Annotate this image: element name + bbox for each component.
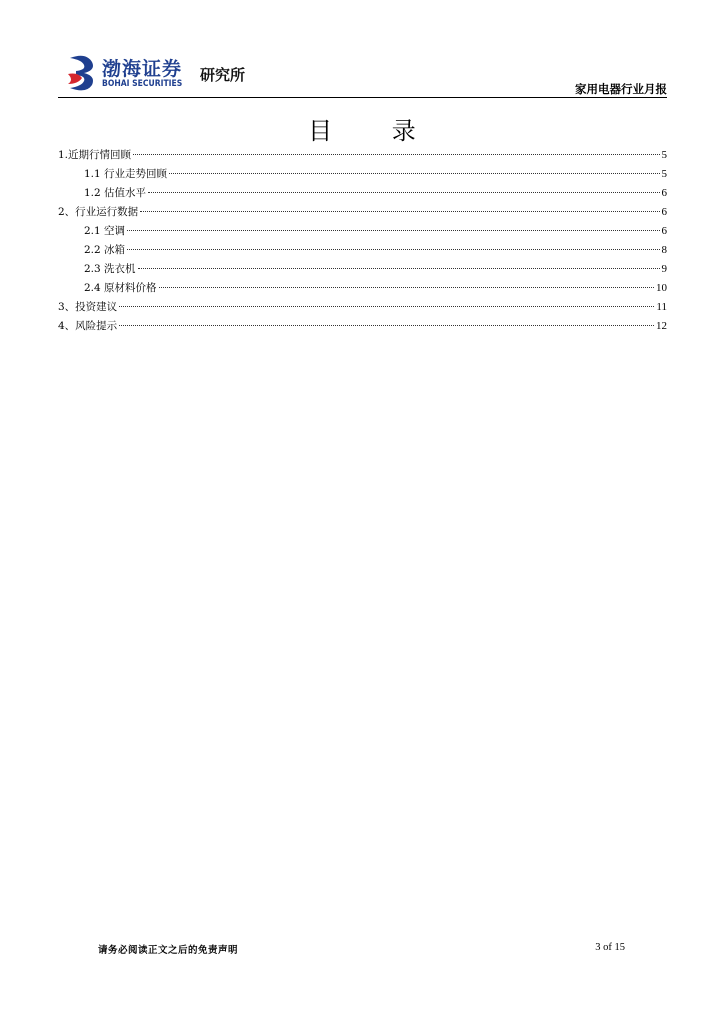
report-type: 家用电器行业月报 [575, 82, 667, 96]
brand-name-en: BOHAI SECURITIES [102, 79, 183, 89]
toc-dot-leader [169, 173, 659, 174]
toc-entry-page: 6 [661, 187, 667, 199]
toc-entry[interactable] [58, 280, 667, 299]
toc-entry-label: 1.1 行业走势回顾 [84, 168, 168, 180]
table-of-contents [58, 147, 667, 337]
toc-dot-leader [133, 154, 659, 155]
toc-entry-label: 2.1 空调 [84, 225, 126, 237]
toc-entry[interactable] [58, 185, 667, 204]
toc-dot-leader [119, 325, 654, 326]
toc-entry-label: 1.近期行情回顾 [58, 149, 132, 161]
toc-entry[interactable] [58, 147, 667, 166]
toc-dot-leader [138, 268, 660, 269]
toc-entry[interactable] [58, 299, 667, 318]
toc-entry[interactable] [58, 166, 667, 185]
toc-dot-leader [159, 287, 654, 288]
page-header [0, 0, 724, 100]
toc-entry-label: 1.2 估值水平 [84, 187, 147, 199]
toc-entry-page: 11 [656, 301, 667, 313]
toc-entry-page: 5 [661, 149, 667, 161]
toc-entry-label: 2.2 冰箱 [84, 244, 126, 256]
toc-entry-label: 2、行业运行数据 [58, 206, 139, 218]
toc-dot-leader [119, 306, 654, 307]
toc-entry[interactable] [58, 261, 667, 280]
toc-entry-page: 6 [661, 206, 667, 218]
toc-entry-page: 12 [656, 320, 667, 332]
bohai-logo-mark-icon [66, 54, 98, 92]
department-label: 研究所 [200, 66, 246, 84]
toc-entry-page: 8 [661, 244, 667, 256]
toc-entry[interactable] [58, 318, 667, 337]
toc-entry-page: 5 [661, 168, 667, 180]
toc-entry[interactable] [58, 204, 667, 223]
toc-entry-page: 10 [656, 282, 667, 294]
toc-entry-label: 3、投资建议 [58, 301, 118, 313]
toc-entry-label: 2.3 洗衣机 [84, 263, 136, 275]
disclaimer-note: 请务必阅读正文之后的免责声明 [98, 945, 239, 956]
toc-dot-leader [127, 249, 659, 250]
toc-entry[interactable] [58, 242, 667, 261]
toc-dot-leader [148, 192, 659, 193]
toc-entry-label: 4、风险提示 [58, 320, 118, 332]
brand-name-cn: 渤海证券 [102, 58, 183, 80]
header-divider [58, 97, 667, 98]
toc-entry[interactable] [58, 223, 667, 242]
toc-title: 目 录 [308, 117, 442, 145]
bohai-logo [66, 52, 266, 94]
toc-dot-leader [140, 211, 659, 212]
toc-entry-page: 9 [661, 263, 667, 275]
page-indicator: 3 of 15 [595, 942, 625, 953]
toc-entry-label: 2.4 原材料价格 [84, 282, 157, 294]
toc-entry-page: 6 [661, 225, 667, 237]
toc-dot-leader [127, 230, 659, 231]
